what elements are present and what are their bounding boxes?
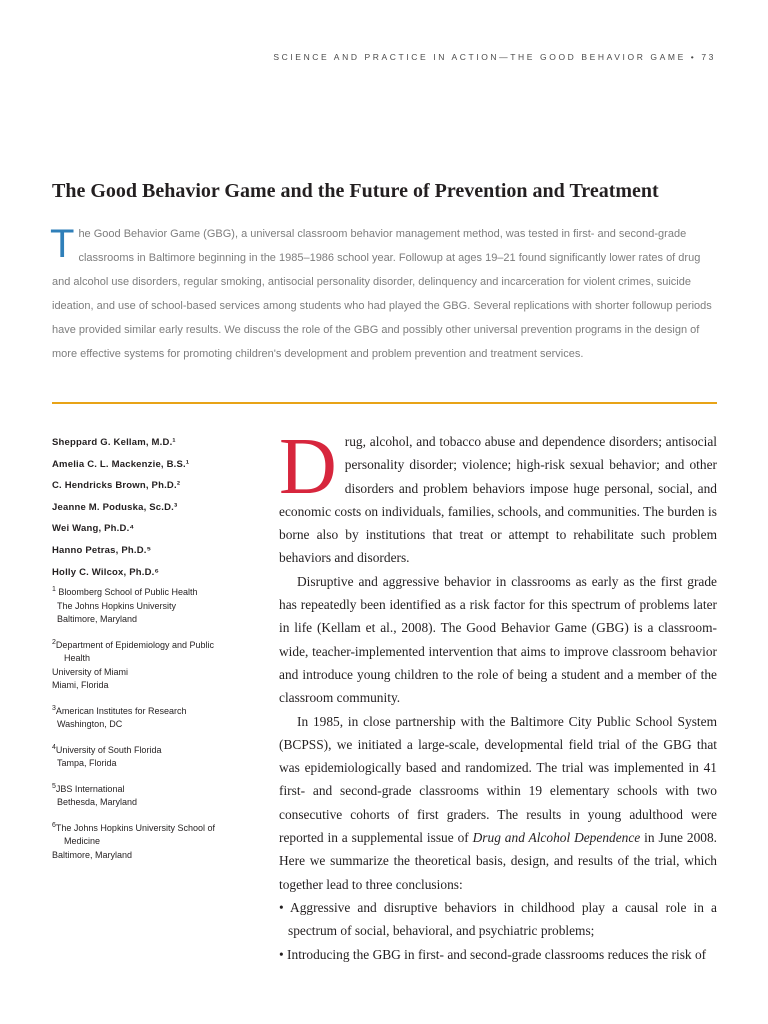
affiliation-line: The Johns Hopkins University School of: [55, 822, 215, 833]
author-name: C. Hendricks Brown, Ph.D.²: [52, 480, 181, 492]
author-name: Wei Wang, Ph.D.⁴: [52, 523, 135, 535]
affiliation-line: Washington, DC: [57, 719, 123, 730]
affiliation-number: 4: [52, 743, 56, 751]
paragraph-text: in June 2008. Here we summarize the theoretical basis, design, and results of the trial, which together lead to three conclusions:: [279, 830, 717, 892]
affiliation-number: 5: [52, 782, 56, 790]
body-drop-cap: D: [279, 423, 337, 511]
affiliation-number: 2: [52, 638, 56, 646]
affiliation-line: University of Miami: [52, 666, 129, 677]
author-name: Amelia C. L. Mackenzie, B.S.¹: [52, 458, 190, 470]
article-body: [279, 423, 717, 966]
author-name: Jeanne M. Poduska, Sc.D.³: [52, 501, 178, 513]
affiliation-line: Department of Epidemiology and Public: [55, 639, 214, 650]
journal-title: Drug and Alcohol Dependence: [472, 830, 641, 846]
affiliation-line: Tampa, Florida: [57, 758, 117, 769]
bullet-item: • Introducing the GBG in first- and second-grade classrooms reduces the risk of: [279, 946, 707, 962]
author-name: Sheppard G. Kellam, M.D.¹: [52, 437, 176, 448]
author-name: Holly C. Wilcox, Ph.D.⁶: [52, 566, 160, 578]
body-paragraph: Disruptive and aggressive behavior in classrooms as early as the first grade has repeatedly been identified as a risk factor for this spectrum of problems later in life (Kellam et al., 2008). The Good Behavior Game (GBG) is a classroom-wide, teacher-implemented intervention that aims to improve classroom behavior and introduce young children to the role of being a student and a member of the classroom community.: [279, 573, 717, 706]
body-paragraph: [279, 423, 717, 570]
affiliation-line: Health: [64, 653, 91, 664]
affiliation-line: JBS International: [55, 783, 125, 794]
author-sidebar: [52, 432, 262, 871]
affiliation-line: Baltimore, Maryland: [57, 614, 138, 625]
bullet-item: • Aggressive and disruptive behaviors in childhood play a causal role in a spectrum of social, behavioral, and psychiatric problems;: [279, 899, 717, 939]
affiliation: [52, 780, 262, 810]
abstract: [52, 222, 720, 366]
running-head: SCIENCE AND PRACTICE IN ACTION—THE GOOD BEHAVIOR GAME • 73: [273, 52, 716, 62]
body-paragraph: [279, 710, 717, 896]
affiliation-number: 3: [52, 704, 56, 712]
section-divider: [52, 402, 717, 404]
affiliation-line: Medicine: [64, 836, 101, 847]
affiliation-line: The Johns Hopkins University: [57, 600, 177, 611]
affiliation-line: University of South Florida: [55, 744, 162, 755]
affiliation-number: 6: [52, 821, 56, 829]
affiliation: [52, 741, 262, 771]
affiliation: [52, 702, 262, 732]
paragraph-text: In 1985, in close partnership with the Baltimore City Public School System (BCPSS), we initiated a large-scale, developmental field trial of the GBG that was epidemiologically based and randomized. The trial was implemented in 41 first- and second-grade classrooms within 19 elementary schools with two consecutive cohorts of first graders. The results in young adulthood were reported in a supplemental issue of: [279, 713, 717, 846]
affiliation-line: American Institutes for Research: [55, 705, 187, 716]
article-title: The Good Behavior Game and the Future of Prevention and Treatment: [52, 180, 659, 202]
affiliation-number: 1: [52, 586, 56, 594]
paragraph-text: rug, alcohol, and tobacco abuse and dependence disorders; antisocial personality disorder; violence; high-risk sexual behavior; and other disorders and problem behaviors impose huge personal, social, and economic costs on individuals, families, schools, and communities. The burden is borne also by institutions that treat or attempt to rehabilitate such problem behaviors and disorders.: [279, 434, 717, 566]
affiliation: [52, 636, 262, 693]
affiliation: [52, 583, 262, 627]
affiliation-line: Bethesda, Maryland: [57, 797, 138, 808]
author-name: Hanno Petras, Ph.D.⁵: [52, 544, 152, 556]
affiliation-line: Miami, Florida: [52, 680, 109, 691]
abstract-text: he Good Behavior Game (GBG), a universal classroom behavior management method, was tested in first- and second-grade classrooms in Baltimore beginning in the 1985–1986 school year. Followup at ages 19–21 found significantly lower rates of drug and alcohol use disorders, regular smoking, antisocial personality disorder, delinquency and incarceration for violent crimes, suicide ideation, and use of school-based services among students who had played the GBG. Several replications with shorter followup periods have provided similar early results. We discuss the role of the GBG and possibly other universal prevention programs in the design of more effective systems for promoting children's development and problem prevention and treatment services.: [52, 228, 712, 360]
affiliation-line: Bloomberg School of Public Health: [58, 587, 198, 598]
abstract-drop-cap: T: [50, 222, 75, 266]
affiliation-line: Baltimore, Maryland: [52, 849, 133, 860]
affiliation: [52, 819, 262, 863]
